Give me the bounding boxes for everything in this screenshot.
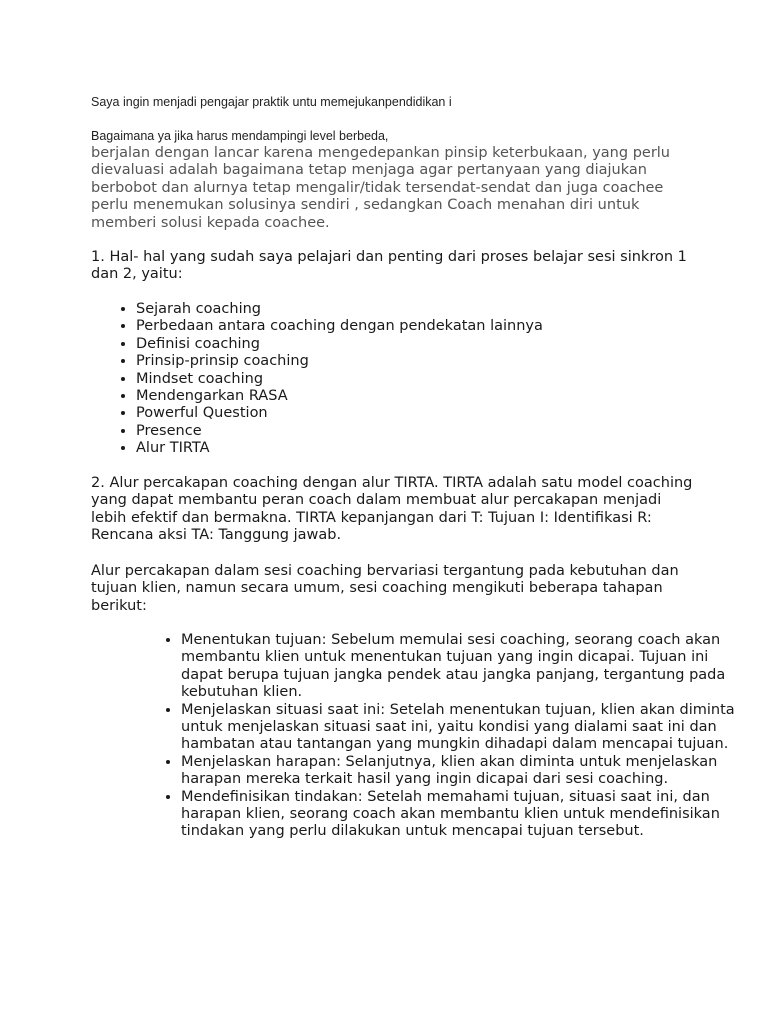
- steps-list: [136, 632, 741, 841]
- section-3-paragraph: Alur percakapan dalam sesi coaching bervariasi tergantung pada kebutuhan dan tujuan klien, namun secara umum, sesi coaching mengikuti beberapa tahapan berikut:: [91, 563, 679, 614]
- list-item: • Menjelaskan harapan: Selanjutnya, klien akan diminta untuk menjelaskan harapan mereka terkait hasil yang ingin dicapai dari sesi coaching.: [181, 754, 741, 789]
- section-2-paragraph: 2. Alur percakapan coaching dengan alur TIRTA. TIRTA adalah satu model coaching yang dapat membantu peran coach dalam membuat alur percakapan menjadi lebih efektif dan bermakna. TIRTA kepanjangan dari T: Tujuan I: Identifikasi R: Rencana aksi TA: Tanggung jawab.: [91, 475, 693, 544]
- list-item: • Alur TIRTA: [136, 440, 736, 457]
- list-item: • Mendengarkan RASA: [136, 388, 736, 405]
- list-item: • Prinsip-prinsip coaching: [136, 353, 736, 370]
- list-item: • Perbedaan antara coaching dengan pendekatan lainnya: [136, 318, 736, 335]
- list-item: • Menentukan tujuan: Sebelum memulai sesi coaching, seorang coach akan membantu klien untuk menentukan tujuan yang ingin dicapai. Tujuan ini dapat berupa tujuan jangka pendek atau jangka panjang, tergantung pada kebutuhan klien.: [181, 632, 741, 702]
- list-item: • Definisi coaching: [136, 336, 736, 353]
- list-item: • Menjelaskan situasi saat ini: Setelah menentukan tujuan, klien akan diminta untuk menjelaskan situasi saat ini, yaitu kondisi yang dialami saat ini dan hambatan atau tantangan yang mungkin dihadapi dalam mencapai tujuan.: [181, 702, 741, 754]
- list-item: • Mendefinisikan tindakan: Setelah memahami tujuan, situasi saat ini, dan harapan klien, seorang coach akan membantu klien untuk mendefinisikan tindakan yang perlu dilakukan untuk mencapai tujuan tersebut.: [181, 789, 741, 841]
- heading-line-2: Bagaimana ya jika harus mendampingi level berbeda,: [91, 129, 389, 143]
- heading-line-1: Saya ingin menjadi pengajar praktik untu memejukanpendidikan i: [91, 95, 452, 109]
- section-1-heading: 1. Hal- hal yang sudah saya pelajari dan penting dari proses belajar sesi sinkron 1 dan 2, yaitu:: [91, 249, 687, 283]
- list-item: • Powerful Question: [136, 405, 736, 422]
- list-item: • Sejarah coaching: [136, 301, 736, 318]
- intro-paragraph: berjalan dengan lancar karena mengedepankan pinsip keterbukaan, yang perlu dievaluasi adalah bagaimana tetap menjaga agar pertanyaan yang diajukan berbobot dan alurnya tetap mengalir/tidak tersendat-sendat dan juga coachee perlu menemukan solusinya sendiri , sedangkan Coach menahan diri untuk memberi solusi kepada coachee.: [91, 145, 670, 231]
- list-item: • Presence: [136, 423, 736, 440]
- topics-list: [91, 301, 736, 458]
- list-item: • Mindset coaching: [136, 371, 736, 388]
